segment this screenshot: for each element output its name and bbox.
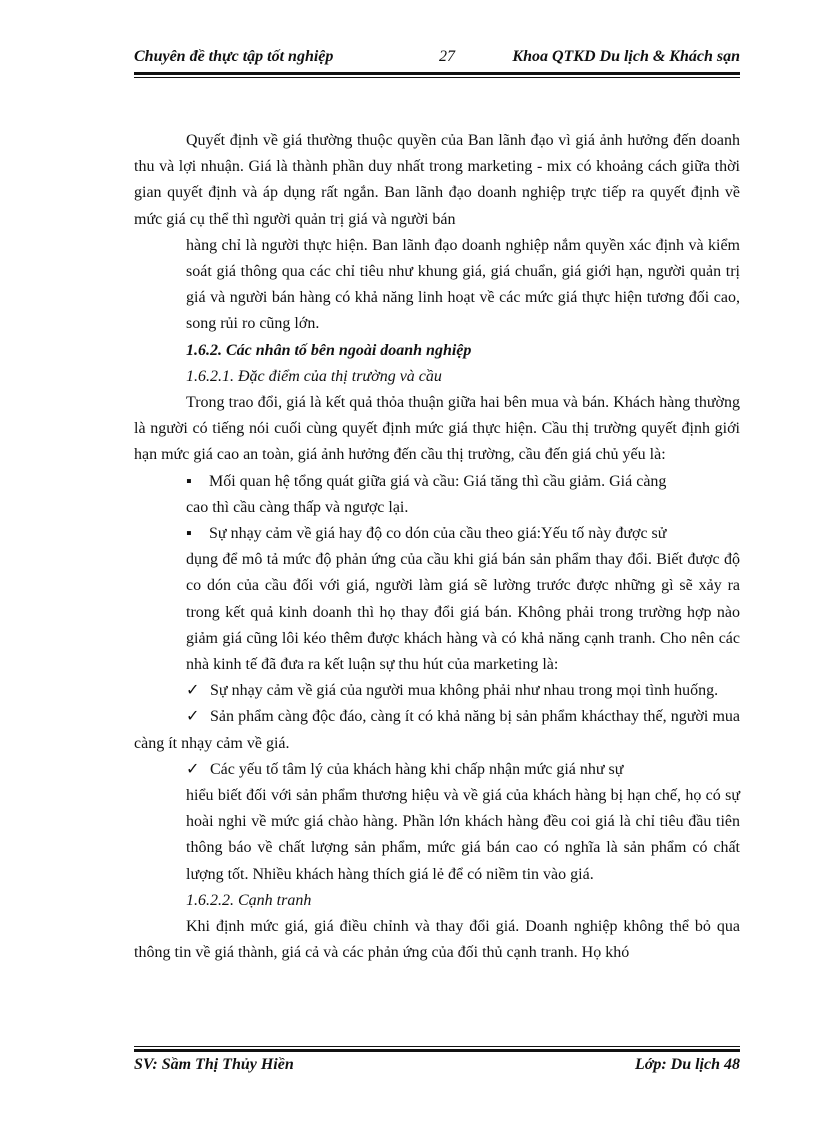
- header-rule-thin: [134, 77, 740, 78]
- checkmark-icon: ✓: [186, 682, 200, 700]
- bullet-item: [134, 469, 740, 495]
- header-rule-thick: [134, 72, 740, 75]
- check-item: [134, 757, 740, 783]
- footer-class: Lớp: Du lịch 48: [634, 1056, 740, 1073]
- paragraph: hiểu biết đối với sản phẩm thương hiệu và về giá của khách hàng bị hạn chế, họ có sự hoài nghi về mức giá chào hàng. Phần lớn khách hàng đều coi giá là chỉ tiêu đầu tiên thông báo về chất lượng sản phẩm, mức giá bán cao có nghĩa là sản phẩm có chất lượng tốt. Nhiều khách hàng thích giá lẻ để có niềm tin vào giá.: [186, 787, 740, 883]
- checkmark-icon: ✓: [186, 708, 200, 726]
- paragraph: hàng chỉ là người thực hiện. Ban lãnh đạo doanh nghiệp nắm quyền xác định và kiểm soát giá thông qua các chỉ tiêu như khung giá, giá chuẩn, giá giới hạn, người quản trị giá và người bán hàng có khả năng linh hoạt về các mức giá thực hiện tương đối cao, song rủi ro cũng lớn.: [186, 236, 740, 333]
- header-faculty: Khoa QTKD Du lịch & Khách sạn: [512, 48, 740, 65]
- bullet-text: Sự nhạy cảm về giá hay độ co dón của cầu theo giá:Yếu tố này được sử: [209, 525, 667, 543]
- footer-rule-thin: [134, 1046, 740, 1047]
- paragraph: dụng để mô tả mức độ phản ứng của cầu khi giá bán sản phẩm thay đổi. Biết được độ co dón của cầu đối với giá, người làm giá sẽ lường trước được những gì sẽ xảy ra trong kết quả kinh doanh thì họ thay đổi giá bán. Không phải trong trường hợp nào giảm giá cũng lôi kéo thêm được khách hàng và có khả năng cạnh tranh. Cho nên các nhà kinh tế đã đưa ra kết luận sự thu hút của marketing là:: [186, 551, 740, 674]
- paragraph: Quyết định về giá thường thuộc quyền của Ban lãnh đạo vì giá ảnh hưởng đến doanh thu và lợi nhuận. Giá là thành phần duy nhất trong marketing - mix có khoảng cách giữa thời gian quyết định và áp dụng rất ngắn. Ban lãnh đạo doanh nghiệp trực tiếp ra quyết định về mức giá cụ thể thì người quản trị giá và người bán: [134, 132, 740, 228]
- page-header: [134, 46, 740, 70]
- page-number: 27: [439, 48, 455, 65]
- check-text: Sản phẩm càng độc đáo, càng ít có khả năng bị sản phẩm khácthay thế, người mua càng ít nhạy cảm về giá.: [134, 708, 740, 752]
- check-text: Các yếu tố tâm lý của khách hàng khi chấp nhận mức giá như sự: [210, 760, 624, 778]
- section-heading: 1.6.2. Các nhân tố bên ngoài doanh nghiệp: [186, 341, 472, 359]
- check-item: [134, 678, 740, 704]
- header-title: Chuyên đề thực tập tốt nghiệp: [134, 48, 334, 65]
- footer-student: SV: Sầm Thị Thủy Hiền: [134, 1056, 294, 1073]
- check-text: Sự nhạy cảm về giá của người mua không phải như nhau trong mọi tình huống.: [210, 682, 719, 700]
- bullet-text: Mối quan hệ tổng quát giữa giá và cầu: Giá tăng thì cầu giảm. Giá càng: [209, 472, 667, 490]
- paragraph: Trong trao đổi, giá là kết quả thỏa thuận giữa hai bên mua và bán. Khách hàng thường là người có tiếng nói cuối cùng quyết định mức giá thực hiện. Cầu thị trường quyết định giới hạn mức giá cao an toàn, giá ảnh hưởng đến cầu thị trường, cầu đến giá chủ yếu là:: [134, 394, 740, 464]
- checkmark-icon: ✓: [186, 760, 200, 778]
- square-bullet-icon: ▪: [186, 472, 192, 490]
- check-item: [134, 704, 740, 756]
- page-body: [134, 128, 740, 967]
- bullet-item: [134, 521, 740, 547]
- bullet-continuation: cao thì cầu càng thấp và ngược lại.: [186, 498, 409, 516]
- subsection-heading: 1.6.2.1. Đặc điểm của thị trường và cầu: [186, 367, 442, 385]
- square-bullet-icon: ▪: [186, 525, 192, 543]
- paragraph: Khi định mức giá, giá điều chỉnh và thay đổi giá. Doanh nghiệp không thể bỏ qua thông tin về giá thành, giá cả và các phản ứng của đối thủ cạnh tranh. Họ khó: [134, 918, 740, 962]
- page-footer: [134, 1056, 740, 1078]
- subsection-heading: 1.6.2.2. Cạnh tranh: [186, 891, 312, 909]
- footer-rule-thick: [134, 1049, 740, 1052]
